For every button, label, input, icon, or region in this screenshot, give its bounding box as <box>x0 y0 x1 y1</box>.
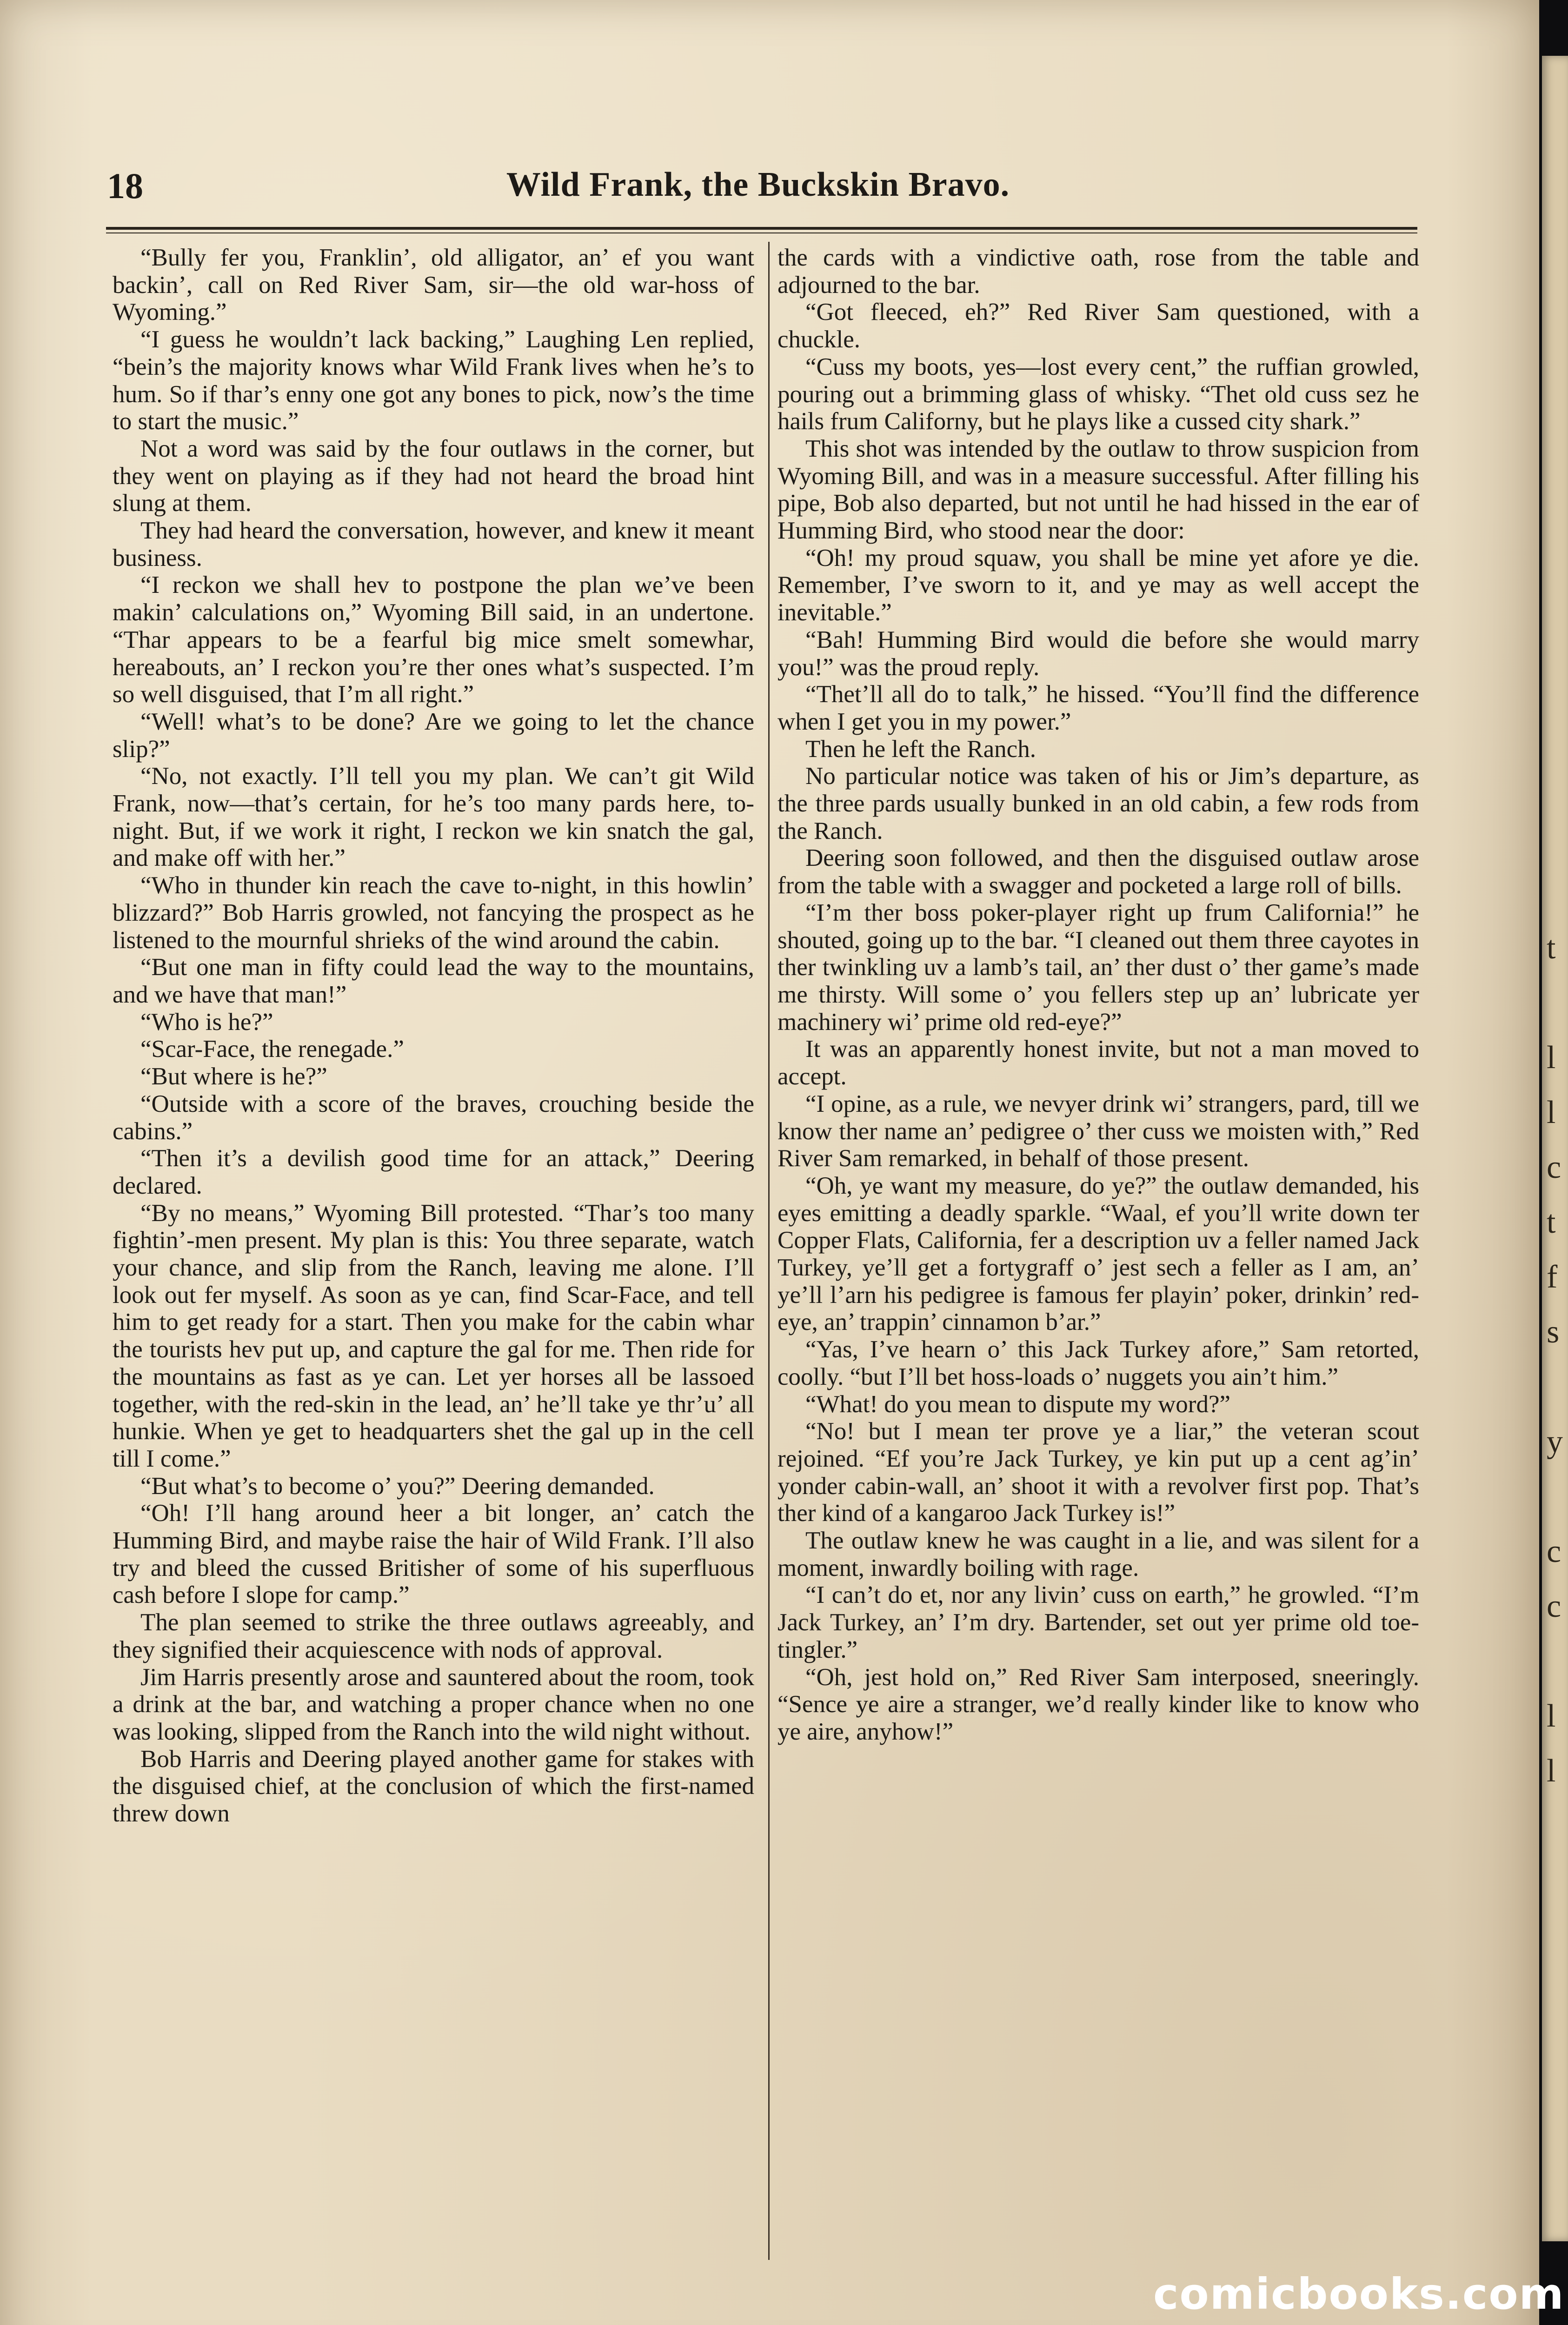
header-rule-thin <box>106 232 1417 233</box>
paragraph: “Oh! my proud squaw, you shall be mine yet afore ye die. Remember, I’ve sworn to it, and ye may as well accept the inevitable.” <box>777 544 1419 626</box>
running-title: Wild Frank, the Buckskin Bravo. <box>506 166 1010 204</box>
page-number: 18 <box>107 166 143 206</box>
paragraph: Deering soon followed, and then the disguised outlaw arose from the table with a swagger and pocketed a large roll of bills. <box>777 844 1419 899</box>
next-page-edge-text: t l l c t f s y c c l l <box>1547 930 1563 1789</box>
watermark: comicbooks.com <box>1153 2269 1565 2319</box>
paragraph: “Cuss my boots, yes—lost every cent,” the ruffian growled, pouring out a brimming glass of whisky. “Thet old cuss sez he hails frum Californy, but he plays like a cussed city shark.” <box>777 353 1419 435</box>
paragraph: “Who in thunder kin reach the cave to-night, in this howlin’ blizzard?” Bob Harris growled, not fancying the prospect as he listened to the mournful shrieks of the wind around the cabin. <box>113 872 754 954</box>
paragraph: “I reckon we shall hev to postpone the plan we’ve been makin’ calculations on,” Wyoming Bill said, in an undertone. “Thar appears to be a fearful big mice smelt somewhar, hereabouts, an’ I reckon you’re ther ones what’s suspected. I’m so well disguised, that I’m all right.” <box>113 571 754 708</box>
next-page-edge <box>1542 56 1568 2241</box>
paragraph: They had heard the conversation, however, and knew it meant business. <box>113 517 754 571</box>
paragraph: “But one man in fifty could lead the way to the mountains, and we have that man!” <box>113 954 754 1008</box>
paragraph: “No! but I mean ter prove ye a liar,” the veteran scout rejoined. “Ef you’re Jack Turkey, ye kin put up a cent ag’in’ yonder cabin-wall, an’ shoot it with a revolver first pop. That’s ther kind of a kangaroo Jack Turkey is!” <box>777 1418 1419 1527</box>
paragraph-continued: the cards with a vindictive oath, rose from the table and adjourned to the bar. <box>777 244 1419 299</box>
page-header <box>107 165 1409 216</box>
paragraph: “But where is he?” <box>140 1063 327 1090</box>
left-column <box>113 244 754 1827</box>
paragraph: It was an apparently honest invite, but not a man moved to accept. <box>777 1036 1419 1090</box>
paragraph: “Bah! Humming Bird would die before she would marry you!” was the proud reply. <box>777 626 1419 681</box>
paragraph: The outlaw knew he was caught in a lie, and was silent for a moment, inwardly boiling with rage. <box>777 1527 1419 1581</box>
paragraph: This shot was intended by the outlaw to throw suspicion from Wyoming Bill, and was in a measure successful. After filling his pipe, Bob also departed, but not until he had hissed in the ear of Humming Bird, who stood near the door: <box>777 435 1419 545</box>
paragraph: “Well! what’s to be done? Are we going to let the chance slip?” <box>113 708 754 763</box>
paragraph: “I opine, as a rule, we nevyer drink wi’ strangers, pard, till we know ther name an’ pedigree o’ ther cuss we moisten with,” Red River Sam remarked, in behalf of those present. <box>777 1090 1419 1172</box>
paragraph: “No, not exactly. I’ll tell you my plan. We can’t git Wild Frank, now—that’s certain, for he’s too many pards here, to-night. But, if we work it right, I reckon we kin snatch the gal, and make off with her.” <box>113 763 754 872</box>
paragraph: “Oh, ye want my measure, do ye?” the outlaw demanded, his eyes emitting a deadly sparkle. “Waal, ef you’ll write down ter Copper Flats, California, fer a description uv a feller named Jack Turkey, ye’ll get a fortygraff o’ jest sech a feller as I am, an’ ye’ll l’arn his pedigree is famous fer playin’ poker, drinkin’ red-eye, an’ trappin’ cinnamon b’ar.” <box>777 1172 1419 1336</box>
header-rule <box>106 227 1417 230</box>
paragraph: “What! do you mean to dispute my word?” <box>805 1390 1230 1418</box>
paragraph: No particular notice was taken of his or Jim’s departure, as the three pards usually bunked in an old cabin, a few rods from the Ranch. <box>777 763 1419 844</box>
paragraph: “I can’t do et, nor any livin’ cuss on earth,” he growled. “I’m Jack Turkey, an’ I’m dry. Bartender, set out yer prime old toe-tingler.” <box>777 1581 1419 1663</box>
paragraph: “Oh, jest hold on,” Red River Sam interposed, sneeringly. “Sence ye aire a stranger, we’d really kinder like to know who ye aire, anyhow!” <box>777 1663 1419 1745</box>
paragraph: “Scar-Face, the renegade.” <box>140 1036 404 1063</box>
paragraph: “I’m ther boss poker-player right up frum California!” he shouted, going up to the bar. “I cleaned out them three cayotes in ther twinkling uv a lamb’s tail, an’ ther dust o’ ther game’s made me thirsty. Will some o’ you fellers step up an’ lubricate yer machinery wi’ prime old red-eye?” <box>777 899 1419 1036</box>
paragraph: “Thet’ll all do to talk,” he hissed. “You’ll find the difference when I get you in my power.” <box>777 681 1419 735</box>
paragraph: “Yas, I’ve hearn o’ this Jack Turkey afore,” Sam retorted, coolly. “but I’ll bet hoss-loads o’ nuggets you ain’t him.” <box>777 1336 1419 1390</box>
paragraph: “But what’s to become o’ you?” Deering demanded. <box>140 1472 655 1500</box>
paragraph: The plan seemed to strike the three outlaws agreeably, and they signified their acquiescence with nods of approval. <box>113 1609 754 1663</box>
paragraph: “By no means,” Wyoming Bill protested. “Thar’s too many fightin’-men present. My plan is this: You three separate, watch your chance, and slip from the Ranch, leaving me alone. I’ll look out fer myself. As soon as ye can, find Scar-Face, and tell him to get ready for a start. Then you make for the cabin whar the tourists hev put up, and capture the gal for me. Then ride for the mountains as fast as ye can. Let yer horses all be lassoed together, with the red-skin in the lead, an’ he’ll take ye thr’u’ all hunkie. When ye get to headquarters shet the gal up in the cell till I come.” <box>113 1199 754 1472</box>
paragraph: Not a word was said by the four outlaws in the corner, but they went on playing as if they had not heard the broad hint slung at them. <box>113 435 754 517</box>
paragraph: “Oh! I’ll hang around heer a bit longer, an’ catch the Humming Bird, and maybe raise the hair of Wild Frank. I’ll also try and bleed the cussed Britisher of some of his superfluous cash before I slope for camp.” <box>113 1500 754 1609</box>
paragraph: “I guess he wouldn’t lack backing,” Laughing Len replied, “bein’s the majority knows whar Wild Frank lives when he’s to hum. So if thar’s enny one got any bones to pick, now’s the time to start the music.” <box>113 326 754 435</box>
paragraph: “Got fleeced, eh?” Red River Sam questioned, with a chuckle. <box>777 299 1419 353</box>
paragraph: Then he left the Ranch. <box>805 735 1036 763</box>
paragraph: Bob Harris and Deering played another game for stakes with the disguised chief, at the conclusion of which the first-named threw down <box>113 1745 754 1827</box>
column-divider <box>768 242 770 2260</box>
paragraph: “Outside with a score of the braves, crouching beside the cabins.” <box>113 1090 754 1145</box>
paragraph: Jim Harris presently arose and sauntered about the room, took a drink at the bar, and watching a proper chance when no one was looking, slipped from the Ranch into the wild night without. <box>113 1663 754 1745</box>
paragraph: “Then it’s a devilish good time for an attack,” Deering declared. <box>113 1145 754 1199</box>
paragraph: “Who is he?” <box>140 1008 273 1036</box>
right-column <box>777 244 1419 1746</box>
paragraph: “Bully fer you, Franklin’, old alligator, an’ ef you want backin’, call on Red River Sam, sir—the old war-hoss of Wyoming.” <box>113 244 754 326</box>
